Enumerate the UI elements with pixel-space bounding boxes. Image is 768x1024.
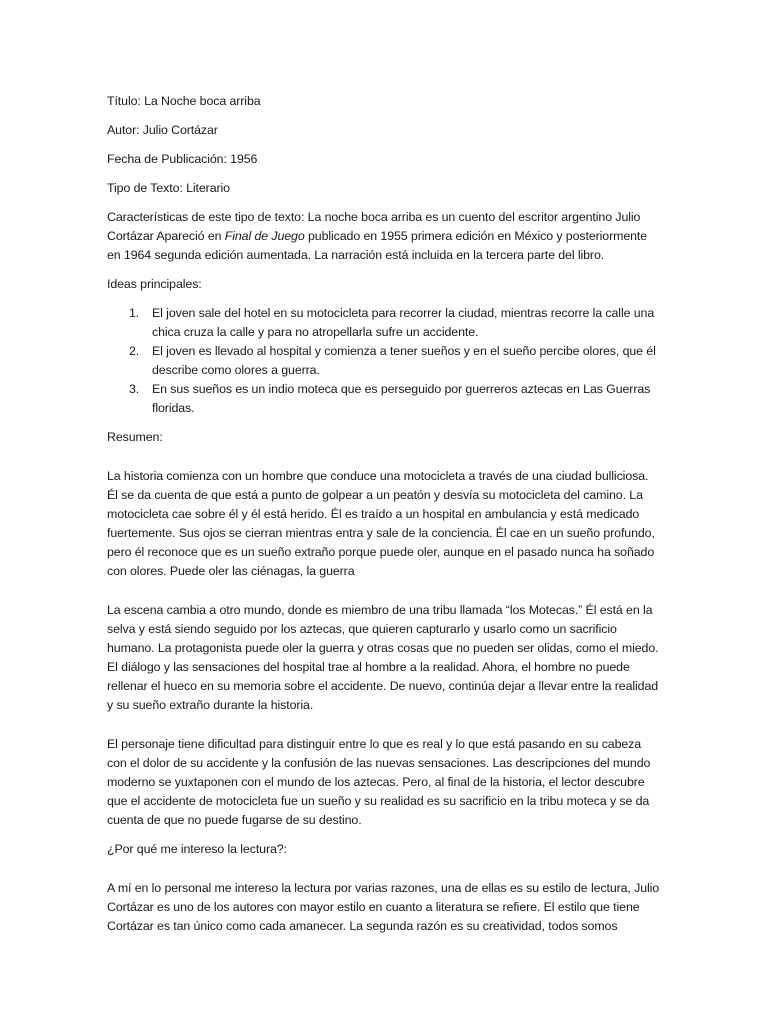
text-type-line: Tipo de Texto: Literario — [107, 181, 230, 195]
idea-text: En sus sueños es un indio moteca que es perseguido por guerreros aztecas en Las Guerras floridas. — [152, 382, 651, 415]
book-title-italic: Final de Juego — [224, 229, 305, 243]
ideas-list — [107, 304, 660, 418]
ideas-heading: Ideas principales: — [107, 277, 202, 291]
interest-paragraph: A mí en lo personal me intereso la lectura por varias razones, una de ellas es su estilo de lectura, Julio Cortázar es uno de los autores con mayor estilo en cuanto a literatura se refiere. El estilo que tiene Cortázar es tan único como cada amanecer. La segunda razón es su creatividad, todos somos — [107, 881, 660, 933]
idea-item — [107, 342, 660, 380]
idea-text: El joven sale del hotel en su motocicleta para recorrer la ciudad, mientras recorre la calle una chica cruza la calle y para no atropellarla sufre un accidente. — [152, 306, 655, 339]
document-page — [107, 92, 660, 946]
idea-item — [107, 304, 660, 342]
summary-paragraph: El personaje tiene dificultad para distinguir entre lo que es real y lo que está pasando en su cabeza con el dolor de su accidente y la confusión de las nuevas sensaciones. Las descripciones del mundo moderno se yuxtaponen con el mundo de los aztecas. Pero, al final de la historia, el lector descubre que el accidente de motocicleta fue un sueño y su realidad es su sacrificio en la tribu moteca y se da cuenta de que no puede fugarse de su destino. — [107, 737, 651, 827]
characteristics-paragraph — [107, 208, 660, 265]
author-line: Autor: Julio Cortázar — [107, 123, 218, 137]
date-line: Fecha de Publicación: 1956 — [107, 152, 258, 166]
summary-paragraph: La escena cambia a otro mundo, donde es miembro de una tribu llamada “los Motecas.” Él está en la selva y está siendo seguido por los aztecas, que quieren capturarlo y usarlo como un sacrificio humano. La protagonista puede oler la guerra y otras cosas que no pueden ser olidas, como el miedo. El diálogo y las sensaciones del hospital trae al hombre a la realidad. Ahora, el hombre no puede rellenar el hueco en su memoria sobre el accidente. De nuevo, continúa dejar a llevar entre la realidad y su sueño extraño durante la historia. — [107, 603, 659, 712]
idea-number: 1. — [129, 306, 140, 320]
idea-item — [107, 380, 660, 418]
summary-heading: Resumen: — [107, 430, 163, 444]
interest-heading: ¿Por qué me intereso la lectura?: — [107, 842, 287, 856]
idea-number: 2. — [129, 344, 140, 358]
idea-text: El joven es llevado al hospital y comienza a tener sueños y en el sueño percibe olores, que él describe como olores a guerra. — [152, 344, 656, 377]
idea-number: 3. — [129, 382, 140, 396]
characteristics-text-end: publicado en 1955 primera edición en México y posteriormente en 1964 segunda edición aumentada. La narración está incluida en la tercera parte del libro. — [107, 229, 648, 262]
title-line: Título: La Noche boca arriba — [107, 94, 261, 108]
characteristics-text-start: Características de este tipo de texto: La noche boca arriba es un cuento del escritor argentino Julio Cortázar Apareció en — [107, 210, 641, 243]
summary-paragraph: La historia comienza con un hombre que conduce una motocicleta a través de una ciudad bulliciosa. Él se da cuenta de que está a punto de golpear a un peatón y desvía su motocicleta del camino. La motocicleta cae sobre él y él está herido. Él es traído a un hospital en ambulancia y está medicado fuertemente. Sus ojos se cierran mientras entra y sale de la conciencia. Él cae en un sueño profundo, pero él reconoce que es un sueño extraño porque puede oler, aunque en el pasado nunca ha soñado con olores. Puede oler las ciénagas, la guerra — [107, 469, 655, 578]
